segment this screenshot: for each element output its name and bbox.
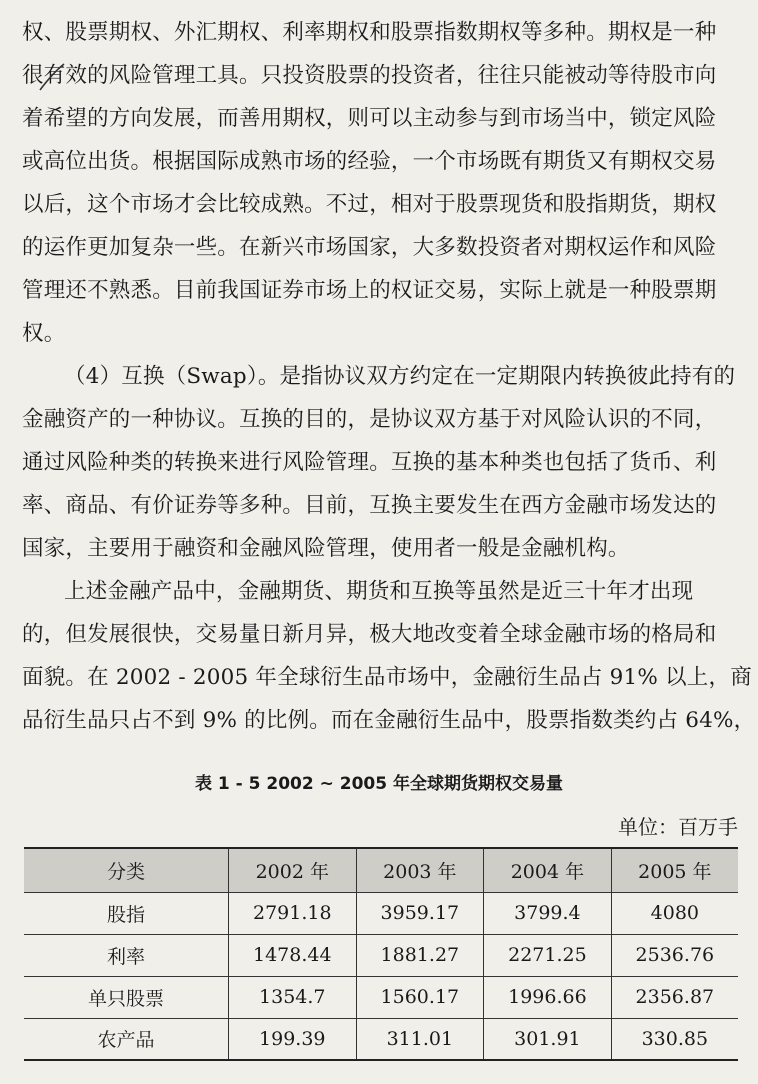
text-line: 权、股票期权、外汇期权、利率期权和股票指数期权等多种。期权是一种 [22, 20, 717, 45]
table-cell: 311.01 [356, 1018, 484, 1060]
table-cell: 4080 [611, 892, 738, 934]
table-cell: 2271.25 [484, 934, 612, 976]
header-cell: 2003 年 [356, 848, 484, 892]
table-row [24, 1018, 738, 1060]
table-cell: 2536.76 [611, 934, 738, 976]
table-cell: 农产品 [24, 1018, 229, 1060]
table-cell: 1881.27 [356, 934, 484, 976]
table-header-row [24, 848, 738, 892]
table-cell: 利率 [24, 934, 229, 976]
text-line: 管理还不熟悉。目前我国证券市场上的权证交易，实际上就是一种股票期 [22, 278, 717, 303]
text-line: （4）互换（Swap）。是指协议双方约定在一定期限内转换彼此持有的 [64, 364, 736, 389]
table-cell: 单只股票 [24, 976, 229, 1018]
text-line: 品衍生品只占不到 9% 的比例。而在金融衍生品中，股票指数类约占 64%， [22, 708, 756, 733]
text-line: 的运作更加复杂一些。在新兴市场国家，大多数投资者对期权运作和风险 [22, 235, 717, 260]
text-line: 或高位出货。根据国际成熟市场的经验，一个市场既有期货又有期权交易 [22, 149, 717, 174]
table-cell: 3799.4 [484, 892, 612, 934]
text-line: 着希望的方向发展，而善用期权，则可以主动参与到市场当中，锁定风险 [22, 106, 717, 131]
text-line: 很有效的风险管理工具。只投资股票的投资者，往往只能被动等待股市向 [22, 63, 717, 88]
text-line: 金融资产的一种协议。互换的目的，是协议双方基于对风险认识的不同， [22, 407, 717, 432]
table-cell: 199.39 [229, 1018, 357, 1060]
table-cell: 301.91 [484, 1018, 612, 1060]
header-cell: 2002 年 [229, 848, 357, 892]
text-line: 的，但发展很快，交易量日新月异，极大地改变着全球金融市场的格局和 [22, 622, 717, 647]
table-row [24, 892, 738, 934]
table-cell: 1354.7 [229, 976, 357, 1018]
text-line: 权。 [22, 321, 66, 346]
text-line: 以后，这个市场才会比较成熟。不过，相对于股票现货和股指期货，期权 [22, 192, 717, 217]
table-cell: 1560.17 [356, 976, 484, 1018]
table-cell: 3959.17 [356, 892, 484, 934]
header-cell: 2005 年 [611, 848, 738, 892]
table-cell: 股指 [24, 892, 229, 934]
table-cell: 2356.87 [611, 976, 738, 1018]
text-line: 国家，主要用于融资和金融风险管理，使用者一般是金融机构。 [22, 536, 630, 561]
text-line: 面貌。在 2002 - 2005 年全球衍生品市场中，金融衍生品占 91% 以上，商 [22, 665, 752, 690]
table-caption: 表 1 - 5 2002 ~ 2005 年全球期货期权交易量 [194, 774, 563, 794]
table-cell: 330.85 [611, 1018, 738, 1060]
header-cell: 2004 年 [484, 848, 612, 892]
header-cell: 分类 [24, 848, 229, 892]
handwritten-strike-mark [38, 62, 66, 94]
text-line: 率、商品、有价证券等多种。目前，互换主要发生在西方金融市场发达的 [22, 493, 717, 518]
text-line: 通过风险种类的转换来进行风险管理。互换的基本种类也包括了货币、利 [22, 450, 717, 475]
data-table [24, 847, 738, 1061]
table-cell: 1996.66 [484, 976, 612, 1018]
table-row [24, 934, 738, 976]
table-cell: 1478.44 [229, 934, 357, 976]
table-row [24, 976, 738, 1018]
table-cell: 2791.18 [229, 892, 357, 934]
table-unit: 单位：百万手 [618, 815, 738, 839]
text-line: 上述金融产品中，金融期货、期货和互换等虽然是近三十年才出现 [64, 579, 694, 604]
